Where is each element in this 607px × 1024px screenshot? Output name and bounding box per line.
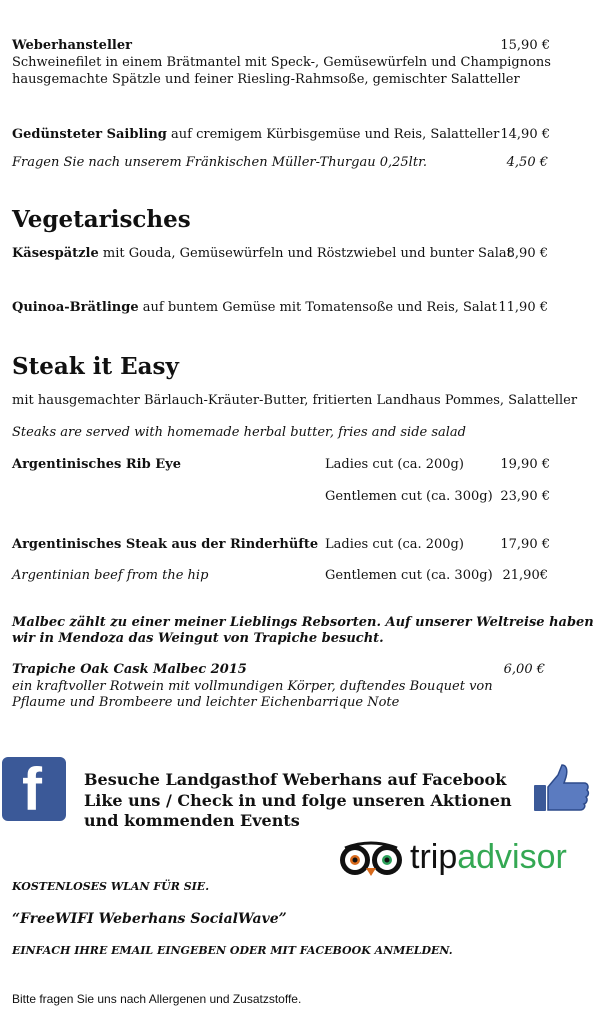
dish-description: mit Gouda, Gemüsewürfeln und Röstzwiebel und bunter Salat: [98, 246, 512, 261]
dish-line: [12, 300, 497, 315]
dish-name: Gedünsteter Saibling: [12, 127, 167, 142]
section-heading-vegetarisches: Vegetarisches: [12, 206, 191, 233]
steak-name: Argentinisches Steak aus der Rinderhüfte: [12, 537, 319, 552]
dish-name: Käsespätzle: [12, 246, 99, 261]
tripadvisor-trip: trip: [410, 838, 458, 876]
tripadvisor-advisor: advisor: [457, 838, 567, 876]
malbec-note: wir in Mendoza das Weingut von Trapiche besucht.: [12, 631, 384, 646]
wine-description: Pflaume und Brombeere und leichter Eichenbarrique Note: [12, 695, 400, 710]
section-subtitle: mit hausgemachter Bärlauch-Kräuter-Butter, fritierten Landhaus Pommes, Salatteller: [12, 393, 578, 408]
dish-price: 15,90 €: [500, 38, 550, 53]
facebook-text: Like uns / Check in und folge unseren Aktionen: [84, 791, 512, 810]
dish-description: hausgemachte Spätzle und feiner Riesling-Rahmsoße, gemischter Salatteller: [12, 72, 520, 87]
facebook-text: und kommenden Events: [84, 811, 300, 830]
dish-price: 8,90 €: [506, 246, 548, 261]
malbec-note: Malbec zählt zu einer meiner Lieblings Rebsorten. Auf unserer Weltreise haben: [12, 615, 594, 630]
section-heading-steak: Steak it Easy: [12, 353, 179, 380]
steak-name-en: Argentinian beef from the hip: [12, 568, 209, 583]
facebook-text: Besuche Landgasthof Weberhans auf Facebook: [84, 770, 507, 789]
steak-cut: Ladies cut (ca. 200g): [325, 457, 464, 472]
wifi-network-name: “FreeWIFI Weberhans SocialWave”: [12, 911, 287, 927]
dish-name: Quinoa-Brätlinge: [12, 300, 139, 315]
dish-description: auf buntem Gemüse mit Tomatensoße und Reis, Salat: [138, 300, 497, 315]
steak-price: 23,90 €: [500, 489, 550, 504]
wine-price: 4,50 €: [506, 155, 548, 170]
steak-name: Argentinisches Rib Eye: [12, 457, 181, 472]
wifi-heading: KOSTENLOSES WLAN FÜR SIE.: [12, 880, 210, 893]
steak-price: 19,90 €: [500, 457, 550, 472]
wine-recommendation: Fragen Sie nach unserem Fränkischen Müller-Thurgau 0,25ltr.: [12, 155, 427, 170]
dish-description: auf cremigem Kürbisgemüse und Reis, Salatteller: [166, 127, 500, 142]
wine-price: 6,00 €: [503, 662, 545, 677]
wifi-instructions: EINFACH IHRE EMAIL EINGEBEN ODER MIT FACEBOOK ANMELDEN.: [12, 944, 453, 957]
section-subtitle-en: Steaks are served with homemade herbal butter, fries and side salad: [12, 425, 466, 440]
wine-description: ein kraftvoller Rotwein mit vollmundigen Körper, duftendes Bouquet von: [12, 679, 493, 694]
facebook-logo-icon[interactable]: [2, 757, 66, 821]
dish-name: Weberhansteller: [12, 38, 132, 53]
wine-name: Trapiche Oak Cask Malbec 2015: [12, 662, 247, 677]
dish-line: [12, 246, 512, 261]
steak-price: 21,90€: [502, 568, 548, 583]
thumbs-up-icon[interactable]: [532, 763, 590, 813]
dish-description: Schweinefilet in einem Brätmantel mit Speck-, Gemüsewürfeln und Champignons: [12, 55, 551, 70]
steak-cut: Gentlemen cut (ca. 300g): [325, 489, 493, 504]
dish-line: [12, 127, 499, 142]
dish-price: 11,90 €: [498, 300, 548, 315]
steak-price: 17,90 €: [500, 537, 550, 552]
steak-cut: Gentlemen cut (ca. 300g): [325, 568, 493, 583]
facebook-logo-letter: f: [22, 756, 42, 823]
tripadvisor-wordmark[interactable]: [410, 838, 567, 877]
owl-icon: [335, 838, 407, 878]
dish-price: 14,90 €: [500, 127, 550, 142]
steak-cut: Ladies cut (ca. 200g): [325, 537, 464, 552]
allergen-note: Bitte fragen Sie uns nach Allergenen und Zusatzstoffe.: [12, 992, 302, 1006]
